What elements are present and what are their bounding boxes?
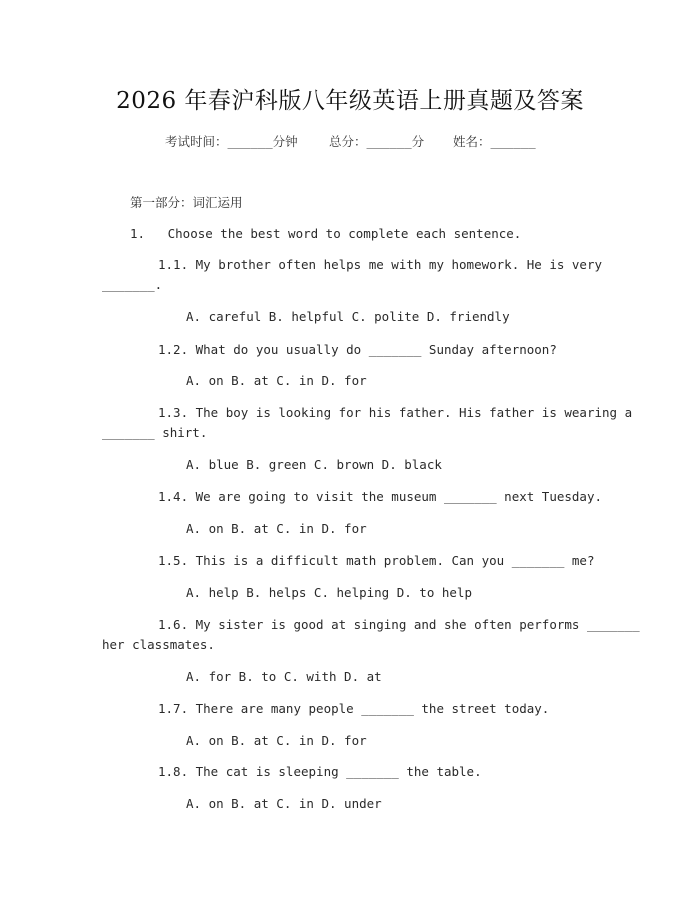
- question-1-2-options: A. on B. at C. in D. for: [186, 373, 367, 388]
- question-1-5-options: A. help B. helps C. helping D. to help: [186, 585, 472, 600]
- question-1-2-text: 1.2. What do you usually do _______ Sunday afternoon?: [158, 342, 557, 357]
- question-1-1-text-cont: _______.: [102, 277, 163, 292]
- question-1-3-text-cont: _______ shirt.: [102, 425, 208, 440]
- section-instruction: 1. Choose the best word to complete each sentence.: [130, 226, 522, 241]
- question-1-4-options: A. on B. at C. in D. for: [186, 521, 367, 536]
- question-1-8-text: 1.8. The cat is sleeping _______ the table.: [158, 764, 482, 779]
- student-name-field: 姓名：______: [453, 134, 536, 149]
- question-1-1-options: A. careful B. helpful C. polite D. friendly: [186, 309, 510, 324]
- question-1-6-text: 1.6. My sister is good at singing and she often performs _______: [158, 617, 640, 632]
- question-1-5-text: 1.5. This is a difficult math problem. Can you _______ me?: [158, 553, 595, 568]
- page-title: 2026 年春沪科版八年级英语上册真题及答案: [116, 88, 584, 114]
- section-heading: 第一部分：词汇运用: [130, 195, 243, 210]
- total-score-field: 总分：______分: [329, 134, 425, 149]
- question-1-4-text: 1.4. We are going to visit the museum _______ next Tuesday.: [158, 489, 603, 504]
- exam-time-field: 考试时间：______分钟: [165, 134, 298, 149]
- question-1-7-options: A. on B. at C. in D. for: [186, 733, 367, 748]
- question-1-1-text: 1.1. My brother often helps me with my homework. He is very: [158, 257, 603, 272]
- question-1-3-options: A. blue B. green C. brown D. black: [186, 457, 442, 472]
- question-1-3-text: 1.3. The boy is looking for his father. His father is wearing a: [158, 405, 633, 420]
- question-1-7-text: 1.7. There are many people _______ the street today.: [158, 701, 550, 716]
- question-1-8-options: A. on B. at C. in D. under: [186, 796, 382, 811]
- question-1-6-options: A. for B. to C. with D. at: [186, 669, 382, 684]
- question-1-6-text-cont: her classmates.: [102, 637, 215, 652]
